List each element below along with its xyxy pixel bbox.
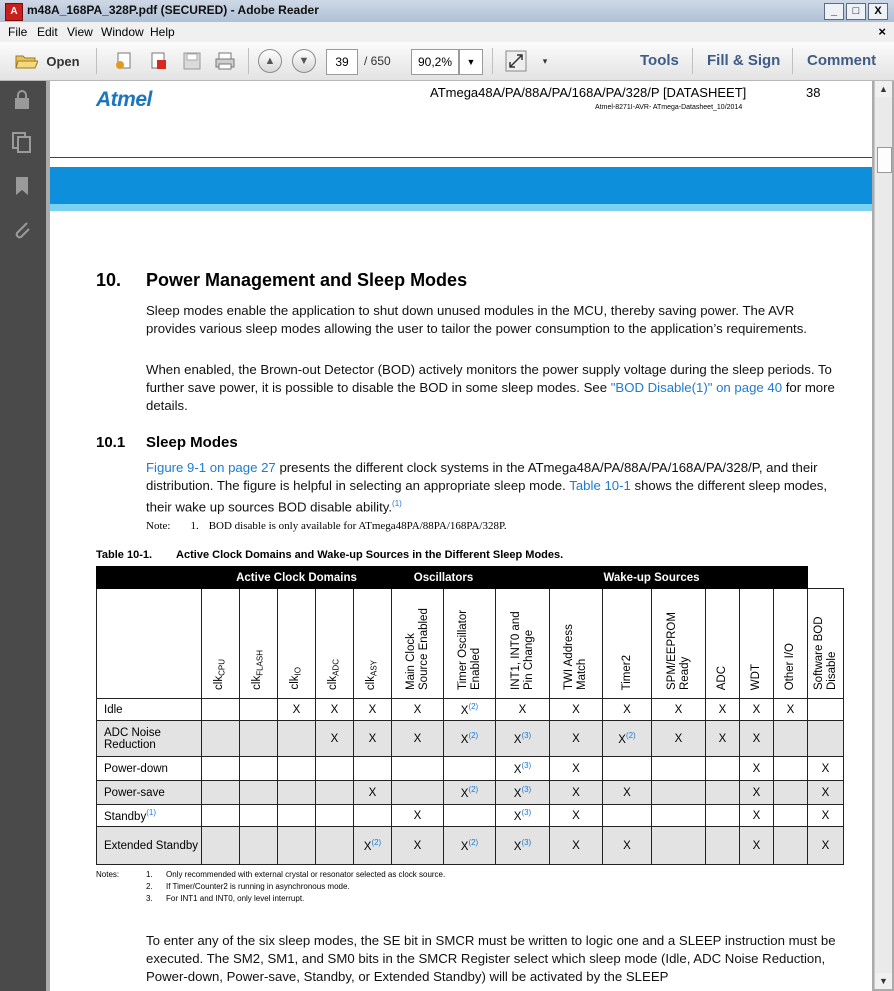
table-cell: [240, 827, 278, 865]
table-cell: X: [774, 699, 808, 721]
minimize-button[interactable]: _: [824, 3, 844, 20]
column-header: clk$_{ASY}$: [354, 589, 392, 699]
table-cell: X: [740, 781, 774, 805]
adobe-reader-app-icon[interactable]: A: [5, 3, 23, 21]
menu-file[interactable]: File: [8, 25, 28, 39]
print-icon: [214, 51, 236, 71]
create-pdf-button[interactable]: [112, 49, 136, 73]
scroll-down-icon[interactable]: ▼: [875, 973, 892, 989]
table-cell: $X^{(3)}$: [496, 805, 550, 827]
table-notes-label: Notes:: [96, 870, 120, 879]
sleep-mode-label: ADC Noise Reduction: [97, 721, 202, 757]
close-document-icon[interactable]: ×: [878, 24, 886, 39]
table-row: [97, 805, 844, 827]
column-header: clk$_{ADC}$: [316, 589, 354, 699]
menu-help[interactable]: Help: [150, 25, 175, 39]
export-pdf-icon: [148, 51, 168, 71]
table-cell: X: [316, 721, 354, 757]
table-cell: [354, 805, 392, 827]
chevron-down-icon: ▼: [466, 57, 476, 67]
print-button[interactable]: [212, 49, 238, 73]
table-cell: X: [550, 721, 603, 757]
table-cell: $X^{(2)}$: [444, 721, 496, 757]
table-cell: [240, 781, 278, 805]
column-header: Software BOD Disable: [808, 589, 844, 699]
table-cell: X: [392, 827, 444, 865]
sleep-mode-label: Power-down: [97, 757, 202, 781]
table-cell: $X^{(2)}$: [444, 827, 496, 865]
column-header: INT1, INT0 and Pin Change: [496, 589, 550, 699]
column-header: Main Clock Source Enabled: [392, 589, 444, 699]
table-cell: X: [550, 805, 603, 827]
table-cell: [202, 827, 240, 865]
table-cell: [202, 781, 240, 805]
table-cell: $X^{(2)}$: [444, 699, 496, 721]
table-cell: X: [603, 699, 652, 721]
page-total: / 650: [364, 54, 391, 68]
table-cell: X: [278, 699, 316, 721]
table-cell: [278, 827, 316, 865]
previous-page-button[interactable]: [258, 49, 282, 73]
table-cell: [774, 827, 808, 865]
table-cell: X: [603, 827, 652, 865]
fill-sign-link[interactable]: Fill & Sign: [707, 52, 781, 69]
fit-window-icon: [505, 50, 527, 72]
sleep-modes-table: [96, 566, 844, 865]
table-cell: [652, 805, 706, 827]
window-controls: [824, 3, 888, 20]
table-cell: [603, 757, 652, 781]
row-label-header: [97, 589, 202, 699]
table-cell: [354, 757, 392, 781]
zoom-input[interactable]: 90,2%: [411, 49, 459, 75]
table-cell: [808, 721, 844, 757]
table-cell: X: [392, 699, 444, 721]
menu-edit[interactable]: Edit: [37, 25, 58, 39]
table-row: [97, 781, 844, 805]
table-cell: $X^{(2)}$: [354, 827, 392, 865]
blue-header-band: [50, 167, 872, 204]
table-cell: X: [740, 757, 774, 781]
header-title: ATmega48A/PA/88A/PA/168A/PA/328/P [DATASHEET]: [430, 85, 747, 100]
bod-disable-link[interactable]: "BOD Disable(1)" on page 40: [610, 380, 783, 395]
table-cell: [278, 721, 316, 757]
close-button[interactable]: X: [868, 3, 888, 20]
table-cell: [652, 781, 706, 805]
column-header: clk$_{CPU}$: [202, 589, 240, 699]
arrow-down-icon: ▼: [292, 49, 316, 73]
table-caption: Table 10-1. Active Clock Domains and Wake-up Sources in the Different Sleep Modes.: [96, 549, 564, 561]
paragraph-sleep-entry: To enter any of the six sleep modes, the SE bit in SMCR must be written to logic one and a SLEEP instruction must be executed. The SM2, SM1, and SM0 bits in the SMCR Register select which sleep mode (Idle, ADC Noise Reduction, Power-down, Power-save, Standby, or Extended Standby) will be activated by the SLEEP: [146, 933, 836, 984]
vertical-scrollbar[interactable]: [874, 81, 892, 989]
tools-link[interactable]: Tools: [640, 52, 679, 69]
sleep-mode-label: Power-save: [97, 781, 202, 805]
table-cell: [316, 805, 354, 827]
header-divider: [50, 157, 872, 158]
arrow-up-icon: ▲: [258, 49, 282, 73]
chevron-down-icon: ▾: [542, 55, 548, 66]
table-cell: X: [496, 699, 550, 721]
table-cell: X: [354, 721, 392, 757]
menu-bar: [0, 22, 894, 43]
table-cell: X: [316, 699, 354, 721]
table-cell: [278, 805, 316, 827]
table-cell: X: [706, 721, 740, 757]
footnote-1-link[interactable]: (1): [392, 499, 402, 508]
column-header-row: [97, 589, 844, 699]
table-cell: [774, 781, 808, 805]
table-cell: X: [808, 827, 844, 865]
table-cell: [240, 721, 278, 757]
atmel-logo: Atmel: [96, 88, 152, 111]
column-header: TWI Address Match: [550, 589, 603, 699]
sleep-mode-label: Standby$^{(1)}$: [97, 805, 202, 827]
table-cell: X: [550, 827, 603, 865]
table-cell: X: [706, 699, 740, 721]
zoom-dropdown-button[interactable]: [459, 49, 483, 75]
table-row: [97, 699, 844, 721]
table-cell: X: [652, 699, 706, 721]
pdf-page: [50, 81, 872, 991]
navigation-panel: [0, 81, 46, 991]
note: Note: 1. BOD disable is only available for ATmega48PA/88PA/168PA/328P.: [146, 520, 507, 532]
table-cell: X: [808, 757, 844, 781]
table-cell: X: [740, 699, 774, 721]
table-cell: X: [740, 721, 774, 757]
column-header: Other I/O: [774, 589, 808, 699]
table-note-2: 2. If Timer/Counter2 is running in asynchronous mode.: [146, 882, 350, 891]
save-button[interactable]: [180, 49, 204, 73]
table-cell: X: [392, 805, 444, 827]
table-cell: [278, 781, 316, 805]
open-label: Open: [46, 53, 80, 69]
table-row: [97, 757, 844, 781]
column-header: clk$_{IO}$: [278, 589, 316, 699]
table-cell: $X^{(3)}$: [496, 757, 550, 781]
table-cell: [240, 805, 278, 827]
table-cell: [774, 805, 808, 827]
table-cell: X: [550, 781, 603, 805]
table-cell: X: [354, 699, 392, 721]
table-cell: [202, 757, 240, 781]
folder-open-icon: [14, 52, 38, 70]
table-cell: [774, 757, 808, 781]
attachment-icon[interactable]: [11, 219, 33, 241]
table-cell: [202, 721, 240, 757]
table-cell: X: [550, 757, 603, 781]
table-cell: X: [808, 781, 844, 805]
column-header: ADC: [706, 589, 740, 699]
section-title: Power Management and Sleep Modes: [146, 270, 468, 290]
column-header: SPM/EEPROM Ready: [652, 589, 706, 699]
group-active-clock-domains: Active Clock Domains: [202, 567, 392, 589]
column-header: Timer Oscillator Enabled: [444, 589, 496, 699]
table-cell: $X^{(2)}$: [444, 781, 496, 805]
table-cell: X: [740, 805, 774, 827]
table-cell: [706, 805, 740, 827]
light-blue-stripe: [50, 204, 872, 211]
column-header: clk$_{FLASH}$: [240, 589, 278, 699]
table-cell: [706, 827, 740, 865]
subsection-number: 10.1: [96, 434, 126, 451]
table-cell: X: [652, 721, 706, 757]
paragraph-bod: When enabled, the Brown-out Detector (BOD) actively monitors the power supply voltage during the sleep periods. To further save power, it is possible to disable the BOD in some sleep modes. See "BOD Disable(1)" on page 40 for more details.: [146, 362, 835, 413]
scroll-thumb[interactable]: [877, 147, 892, 173]
table-cell: [316, 757, 354, 781]
table-cell: [706, 781, 740, 805]
table-row: [97, 827, 844, 865]
table-cell: [316, 827, 354, 865]
table-row: [97, 721, 844, 757]
table-note-1: 1. Only recommended with external crystal or resonator selected as clock source.: [146, 870, 446, 879]
paragraph-sleep-modes: Figure 9-1 on page 27 presents the different clock systems in the ATmega48A/PA/88A/PA/168A/PA/328/P, and their distribution. The figure is helpful in selecting an appropriate sleep mode. Table 10-1 shows the different sleep modes, their wake up sources BOD disable ability.$^{(1)}$: [146, 460, 828, 515]
column-header: Timer2: [603, 589, 652, 699]
scroll-up-icon[interactable]: ▲: [875, 81, 892, 97]
comment-link[interactable]: Comment: [807, 52, 877, 69]
toolbar: [0, 42, 894, 81]
paragraph-intro: Sleep modes enable the application to shut down unused modules in the MCU, thereby saving power. The AVR provides various sleep modes allowing the user to tailor the power consumption to the application’s requirements.: [146, 303, 807, 336]
sleep-mode-label: Extended Standby: [97, 827, 202, 865]
table-cell: [316, 781, 354, 805]
table-cell: [808, 699, 844, 721]
table-cell: [444, 757, 496, 781]
header-doc-id: Atmel-8271I-AVR- ATmega-Datasheet_10/2014: [595, 104, 743, 111]
table-cell: $X^{(3)}$: [496, 721, 550, 757]
column-header: WDT: [740, 589, 774, 699]
table-cell: [652, 827, 706, 865]
export-pdf-button[interactable]: [146, 49, 170, 73]
fit-window-button[interactable]: [503, 49, 529, 73]
table-cell: [444, 805, 496, 827]
table-cell: X: [603, 781, 652, 805]
group-wake-up-sources: Wake-up Sources: [496, 567, 808, 589]
table-cell: [202, 699, 240, 721]
table-cell: $X^{(3)}$: [496, 781, 550, 805]
subsection-title: Sleep Modes: [146, 434, 238, 451]
table-cell: [392, 781, 444, 805]
figure-9-1-link[interactable]: Figure 9-1 on page 27: [146, 460, 276, 475]
next-page-button[interactable]: [292, 49, 316, 73]
table-cell: $X^{(3)}$: [496, 827, 550, 865]
table-cell: [706, 757, 740, 781]
table-cell: [652, 757, 706, 781]
lock-icon[interactable]: [11, 89, 33, 111]
save-icon: [182, 51, 202, 71]
menu-view[interactable]: View: [67, 25, 93, 39]
table-cell: X: [550, 699, 603, 721]
title-bar: [0, 0, 894, 23]
table-cell: [240, 699, 278, 721]
pages-icon[interactable]: [11, 131, 33, 153]
open-button[interactable]: [10, 49, 84, 73]
menu-window[interactable]: Window: [101, 25, 144, 39]
table-cell: [603, 805, 652, 827]
window-title: m48A_168PA_328P.pdf (SECURED) - Adobe Reader: [27, 3, 319, 17]
header-page-number: 38: [806, 85, 821, 100]
toolbar-customize-button[interactable]: [538, 49, 552, 73]
table-cell: X: [392, 721, 444, 757]
create-pdf-icon: [114, 51, 134, 71]
section-number: 10.: [96, 270, 122, 290]
table-cell: [202, 805, 240, 827]
table-cell: X: [354, 781, 392, 805]
table-cell: [774, 721, 808, 757]
table-cell: X: [740, 827, 774, 865]
group-oscillators: Oscillators: [392, 567, 496, 589]
table-cell: [392, 757, 444, 781]
table-cell: X: [808, 805, 844, 827]
maximize-button[interactable]: □: [846, 3, 866, 20]
sleep-mode-label: Idle: [97, 699, 202, 721]
bookmark-icon[interactable]: [11, 175, 33, 197]
table-cell: [278, 757, 316, 781]
table-cell: $X^{(2)}$: [603, 721, 652, 757]
table-cell: [240, 757, 278, 781]
table-10-1-link[interactable]: Table 10-1: [569, 478, 631, 493]
page-number-input[interactable]: 39: [326, 49, 358, 75]
table-note-3: 3. For INT1 and INT0, only level interrupt.: [146, 894, 305, 903]
